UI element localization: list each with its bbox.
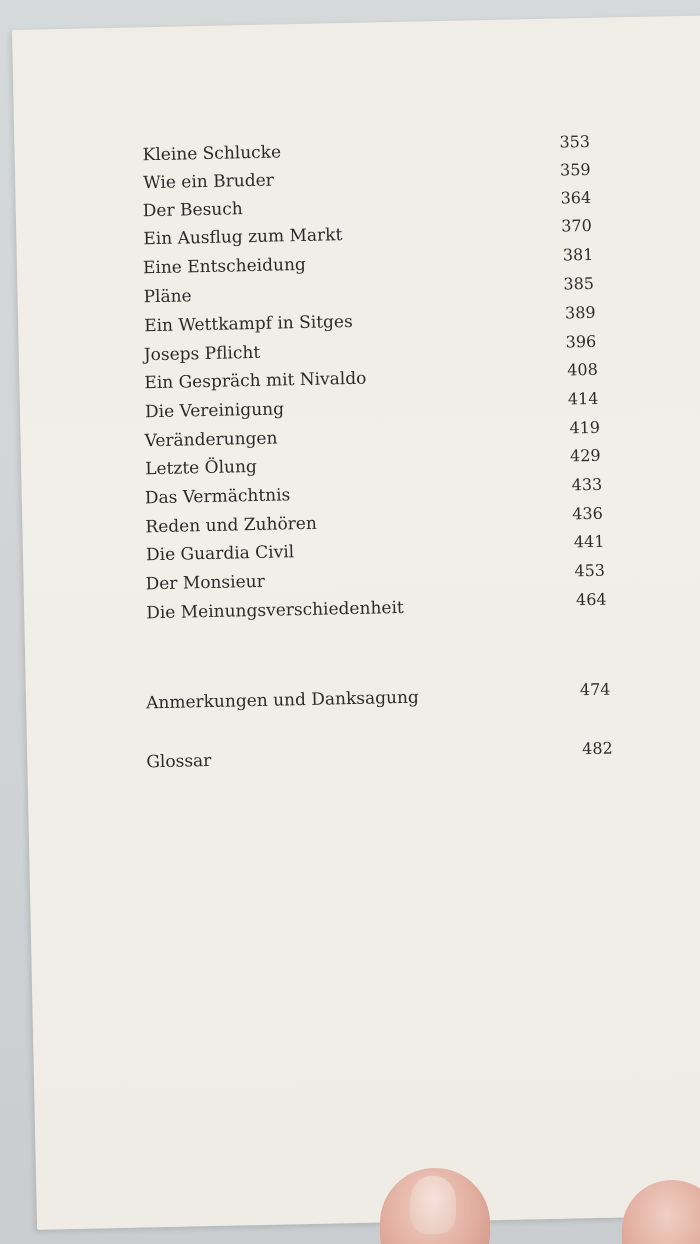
book-page <box>12 15 700 1230</box>
back-matter-page: 474 <box>579 679 611 700</box>
toc-entry-page: 429 <box>569 445 601 466</box>
back-matter-title: Glossar <box>146 750 212 773</box>
toc-entry-page: 436 <box>572 503 603 524</box>
toc-entry-title: Reden und Zuhören <box>145 513 318 538</box>
toc-entry-page: 396 <box>565 331 597 352</box>
toc-entry-title: Der Besuch <box>142 199 243 222</box>
toc-entry-title: Wie ein Bruder <box>143 170 274 194</box>
toc-entry-title: Der Monsieur <box>145 571 265 595</box>
toc-entry-page: 414 <box>567 388 599 409</box>
toc-entry-title: Veränderungen <box>144 428 278 452</box>
toc-entry-title: Letzte Ölung <box>145 456 258 480</box>
toc-entry-page: 389 <box>564 302 596 323</box>
back-matter-title: Anmerkungen und Danksagung <box>145 687 420 714</box>
toc-entry-page: 364 <box>560 187 592 208</box>
toc-entry-title: Ein Ausflug zum Markt <box>143 225 343 250</box>
toc-entry-page: 419 <box>569 417 601 438</box>
table-of-contents <box>12 15 700 1230</box>
toc-entry-title: Ein Gespräch mit Nivaldo <box>144 368 367 394</box>
back-matter-page: 482 <box>581 738 613 759</box>
toc-entry-page: 385 <box>563 273 595 294</box>
toc-entry-title: Eine Entscheidung <box>142 254 307 279</box>
toc-entry-page: 464 <box>575 589 607 610</box>
toc-entry-page: 359 <box>559 159 591 180</box>
thumbnail <box>410 1176 456 1234</box>
toc-entry-page: 353 <box>559 131 591 152</box>
toc-entry-title: Kleine Schlucke <box>142 142 282 166</box>
toc-entry-title: Die Vereinigung <box>144 399 285 423</box>
toc-entry-page: 453 <box>574 560 606 581</box>
toc-entry-page: 370 <box>561 215 592 236</box>
toc-entry-page: 433 <box>571 474 603 495</box>
toc-entry-title: Die Meinungsverschiedenheit <box>146 597 404 624</box>
toc-entry-title: Pläne <box>143 286 192 308</box>
toc-entry-page: 408 <box>567 359 598 380</box>
toc-entry-title: Das Vermächtnis <box>144 485 291 509</box>
toc-entry-title: Die Guardia Civil <box>145 542 295 566</box>
toc-entry-title: Joseps Pflicht <box>143 342 261 366</box>
toc-entry-page: 381 <box>562 244 594 265</box>
toc-entry-page: 441 <box>573 531 605 552</box>
toc-entry-title: Ein Wettkampf in Sitges <box>144 311 353 337</box>
